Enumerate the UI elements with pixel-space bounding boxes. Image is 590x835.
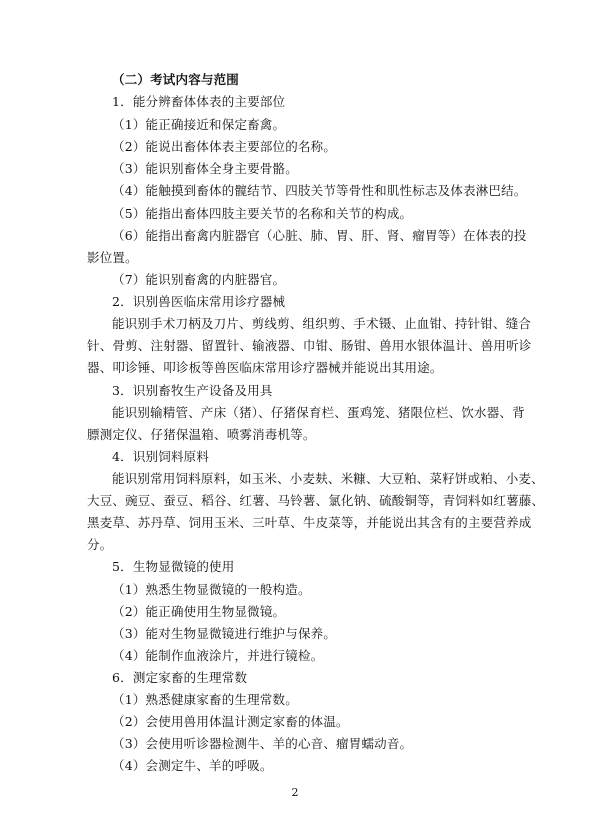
paragraph-line: 黑麦草、苏丹草、饲用玉米、三叶草、牛皮菜等，并能说出其含有的主要营养成 <box>87 515 532 530</box>
item-heading-4: 4．识别饲料原料 <box>112 449 210 464</box>
paragraph-line: 分。 <box>87 537 113 552</box>
list-item: （2）能说出畜体体表主要部位的名称。 <box>112 139 337 154</box>
list-item: （3）能识别畜体全身主要骨骼。 <box>112 161 298 176</box>
list-item: （2）能正确使用生物显微镜。 <box>112 604 286 619</box>
list-item: （1）能正确接近和保定畜禽。 <box>112 117 286 132</box>
list-item: （7）能识别畜禽的内脏器官。 <box>112 272 286 287</box>
paragraph-line: 能识别常用饲料原料，如玉米、小麦麸、米糠、大豆粕、菜籽饼或粕、小麦、 <box>112 471 544 486</box>
paragraph-line: 膘测定仪、仔猪保温箱、喷雾消毒机等。 <box>87 427 316 442</box>
item-heading-3: 3．识别畜牧生产设备及用具 <box>112 383 273 398</box>
item-heading-5: 5．生物显微镜的使用 <box>112 559 235 574</box>
paragraph-line: 针、骨剪、注射器、留置针、输液器、巾钳、肠钳、兽用水银体温计、兽用听诊 <box>87 338 532 353</box>
list-item: （3）能对生物显微镜进行维护与保养。 <box>112 626 337 641</box>
item-heading-6: 6．测定家畜的生理常数 <box>112 670 248 685</box>
list-item: （4）会测定牛、羊的呼吸。 <box>112 758 273 773</box>
page-number: 2 <box>291 786 299 799</box>
list-item: （2）会使用兽用体温计测定家畜的体温。 <box>112 714 349 729</box>
list-item-continued: 影位置。 <box>87 250 138 265</box>
list-item: （3）会使用听诊器检测牛、羊的心音、瘤胃蠕动音。 <box>112 736 413 751</box>
section-heading: （二）考试内容与范围 <box>112 72 240 87</box>
list-item: （1）熟悉生物显微镜的一般构造。 <box>112 582 311 597</box>
item-heading-1: 1．能分辨畜体体表的主要部位 <box>112 94 286 109</box>
paragraph-line: 器、叩诊锤、叩诊板等兽医临床常用诊疗器械并能说出其用途。 <box>87 360 443 375</box>
paragraph-line: 大豆、豌豆、蚕豆、稻谷、红薯、马铃薯、氯化钠、硫酸铜等，青饲料如红薯藤、 <box>87 493 545 508</box>
list-item: （6）能指出畜禽内脏器官（心脏、肺、胃、肝、肾、瘤胃等）在体表的投 <box>112 228 527 243</box>
list-item: （4）能触摸到畜体的髋结节、四肢关节等骨性和肌性标志及体表淋巴结。 <box>112 183 527 198</box>
paragraph-line: 能识别手术刀柄及刀片、剪线剪、组织剪、手术镊、止血钳、持针钳、缝合 <box>112 316 532 331</box>
item-heading-2: 2．识别兽医临床常用诊疗器械 <box>112 294 286 309</box>
list-item: （4）能制作血液涂片，并进行镜检。 <box>112 648 324 663</box>
list-item: （5）能指出畜体四肢主要关节的名称和关节的构成。 <box>112 206 413 221</box>
paragraph-line: 能识别输精管、产床（猪）、仔猪保育栏、蛋鸡笼、猪限位栏、饮水器、背 <box>112 405 525 420</box>
list-item: （1）熟悉健康家畜的生理常数。 <box>112 692 298 707</box>
